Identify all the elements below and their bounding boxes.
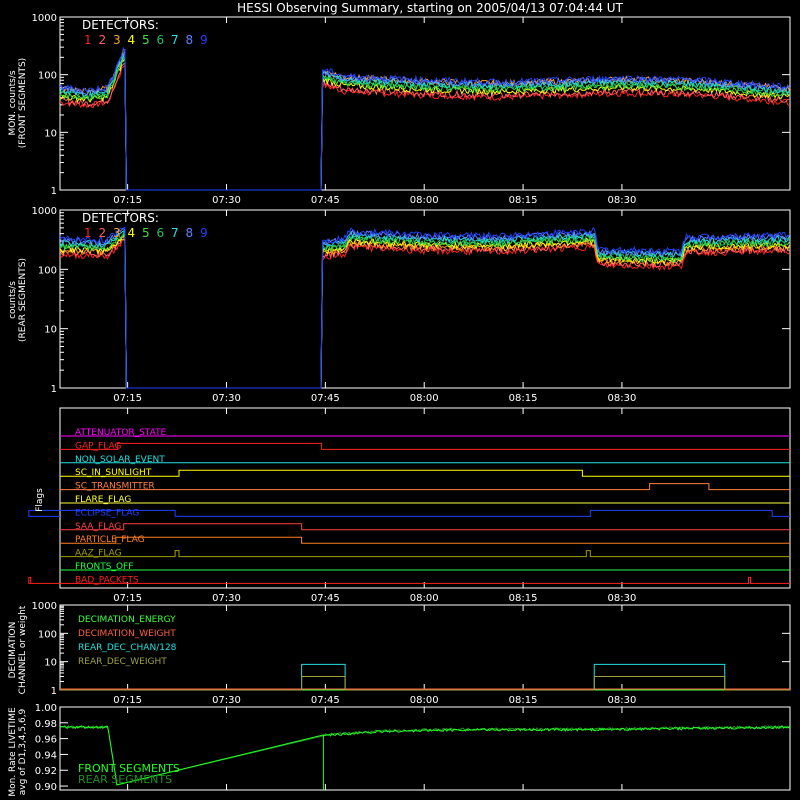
- y-tick-label: 0.94: [34, 750, 57, 762]
- detector-label-1: 1: [84, 33, 92, 47]
- decimation-legend-item: REAR_DEC_WEIGHT: [78, 657, 167, 667]
- flags-frame: [60, 408, 790, 588]
- detector-label-7: 7: [171, 226, 179, 240]
- detector-label-2: 2: [98, 226, 107, 240]
- y-tick-label: 0.90: [34, 782, 57, 794]
- x-tick-label: 07:15: [113, 393, 143, 404]
- detector-label-8: 8: [185, 226, 194, 240]
- figure-title: HESSI Observing Summary, starting on 2005/04/13 07:04:44 UT: [237, 1, 623, 15]
- flag-label: SC_IN_SUNLIGHT: [75, 468, 152, 479]
- flag-label: BAD_PACKETS: [75, 575, 139, 586]
- flag-line: [60, 468, 790, 479]
- decimation-series-line: [60, 664, 790, 690]
- detector-label-9: 9: [200, 33, 208, 47]
- decimation-ylabel-2: CHANNEL or weight: [18, 605, 28, 695]
- y-tick-label: 100: [37, 629, 57, 641]
- detector-2-line: [60, 240, 789, 388]
- x-tick-label: 08:15: [508, 393, 538, 404]
- livetime-legend-item: FRONT SEGMENTS: [78, 762, 180, 775]
- x-tick-label: 08:30: [607, 393, 637, 404]
- x-tick-label: 08:30: [607, 195, 637, 206]
- decimation-legend-item: DECIMATION_ENERGY: [78, 615, 176, 625]
- flag-label: SAA_FLAG: [75, 521, 122, 532]
- flag-label: PARTICLE_FLAG: [75, 535, 145, 546]
- detector-label-7: 7: [171, 33, 179, 47]
- detector-9-line: [60, 48, 789, 190]
- x-tick-label: 08:15: [508, 195, 538, 206]
- rear-ylabel-2: (REAR SEGMENTS): [18, 257, 28, 343]
- flag-line: [60, 535, 790, 546]
- decimation-legend-item: REAR_DEC_CHAN/128: [78, 643, 177, 653]
- x-tick-label: 08:00: [409, 393, 439, 404]
- y-tick-label: 1: [50, 686, 57, 697]
- decimation-legend-item: DECIMATION_WEIGHT: [78, 629, 176, 639]
- front-ylabel-1: MON. counts/s: [8, 70, 18, 136]
- flag-line: [29, 575, 790, 586]
- detector-7-line: [60, 231, 789, 388]
- y-tick-label: 1: [50, 384, 57, 395]
- decimation-series-line: [60, 676, 790, 690]
- x-tick-label: 07:30: [212, 393, 241, 404]
- flag-label: GAP_FLAG: [75, 441, 122, 452]
- livetime-legend-item: REAR SEGMENTS: [78, 773, 173, 786]
- front-ylabel-2: (FRONT SEGMENTS): [18, 57, 28, 149]
- flag-line: [60, 481, 790, 492]
- x-tick-label: 07:45: [310, 195, 340, 206]
- detector-8-line: [60, 50, 789, 190]
- detector-label-8: 8: [185, 33, 194, 47]
- x-tick-label: 07:30: [212, 695, 241, 706]
- y-tick-label: 1: [50, 186, 57, 197]
- livetime-ylabel-2: avg of D1,3,4,5,6,9: [18, 708, 28, 796]
- x-tick-label: 07:15: [113, 593, 143, 604]
- flag-label: AAZ_FLAG: [75, 548, 122, 559]
- detector-label-5: 5: [142, 33, 150, 47]
- x-tick-label: 07:15: [113, 695, 143, 706]
- x-tick-label: 07:30: [212, 195, 241, 206]
- flag-label: ECLIPSE_FLAG: [75, 508, 140, 519]
- x-tick-label: 08:30: [607, 593, 637, 604]
- x-tick-label: 07:45: [310, 393, 340, 404]
- detector-label-4: 4: [127, 33, 136, 47]
- detector-3-line: [60, 49, 789, 190]
- flag-label: NON_SOLAR_EVENT: [75, 454, 165, 465]
- detectors-title: DETECTORS:: [82, 211, 159, 225]
- y-tick-label: 100: [37, 265, 57, 277]
- flag-label: SC_TRANSMITTER: [75, 481, 155, 492]
- flag-label: FLARE_FLAG: [75, 495, 132, 505]
- flag-line: [60, 548, 790, 559]
- flag-line: [29, 508, 790, 519]
- flag-line: [60, 441, 790, 452]
- x-tick-label: 08:15: [508, 593, 538, 604]
- flag-line: [60, 521, 790, 532]
- detector-label-4: 4: [127, 226, 136, 240]
- flags-ylabel: Flags: [35, 488, 45, 512]
- decimation-ylabel-1: DECIMATION: [8, 621, 18, 679]
- detector-label-6: 6: [156, 226, 165, 240]
- y-tick-label: 10: [44, 324, 57, 336]
- detector-label-1: 1: [84, 226, 92, 240]
- plot-data: [29, 48, 790, 790]
- rear-ylabel-1: counts/s: [8, 281, 18, 319]
- y-tick-label: 10: [44, 657, 57, 669]
- detector-7-line: [60, 51, 789, 190]
- x-tick-label: 08:00: [409, 593, 439, 604]
- flag-label: FRONTS_OFF: [75, 562, 134, 572]
- y-tick-label: 0.98: [34, 718, 57, 730]
- detector-6-line: [60, 54, 789, 190]
- detector-5-line: [60, 57, 789, 190]
- detector-label-3: 3: [113, 33, 121, 47]
- y-tick-label: 0.92: [34, 766, 57, 778]
- x-tick-label: 08:15: [508, 695, 538, 706]
- front-frame: [60, 17, 790, 190]
- x-tick-label: 08:00: [409, 195, 439, 206]
- x-tick-label: 07:15: [113, 195, 143, 206]
- detectors-title: DETECTORS:: [82, 18, 159, 32]
- flag-label: ATTENUATOR_STATE: [75, 428, 167, 438]
- x-tick-label: 07:45: [310, 695, 340, 706]
- x-tick-label: 07:30: [212, 593, 241, 604]
- x-axis-ticks: [113, 17, 636, 790]
- detector-label-9: 9: [200, 226, 208, 240]
- x-tick-label: 08:30: [607, 695, 637, 706]
- detector-label-5: 5: [142, 226, 150, 240]
- detector-4-line: [60, 234, 789, 388]
- y-tick-label: 1.00: [34, 703, 57, 714]
- y-tick-label: 1000: [31, 601, 57, 612]
- y-tick-label: 100: [37, 70, 57, 82]
- y-tick-label: 10: [44, 128, 57, 140]
- x-tick-label: 08:00: [409, 695, 439, 706]
- livetime-ylabel-1: Mon. Rate LIVETIME: [8, 707, 18, 797]
- rear-frame: [60, 210, 790, 388]
- y-tick-label: 1000: [31, 13, 57, 24]
- y-tick-label: 0.96: [34, 734, 57, 746]
- detector-label-3: 3: [113, 226, 121, 240]
- x-tick-label: 07:45: [310, 593, 340, 604]
- y-tick-label: 1000: [31, 206, 57, 217]
- detector-label-2: 2: [98, 33, 107, 47]
- detector-label-6: 6: [156, 33, 165, 47]
